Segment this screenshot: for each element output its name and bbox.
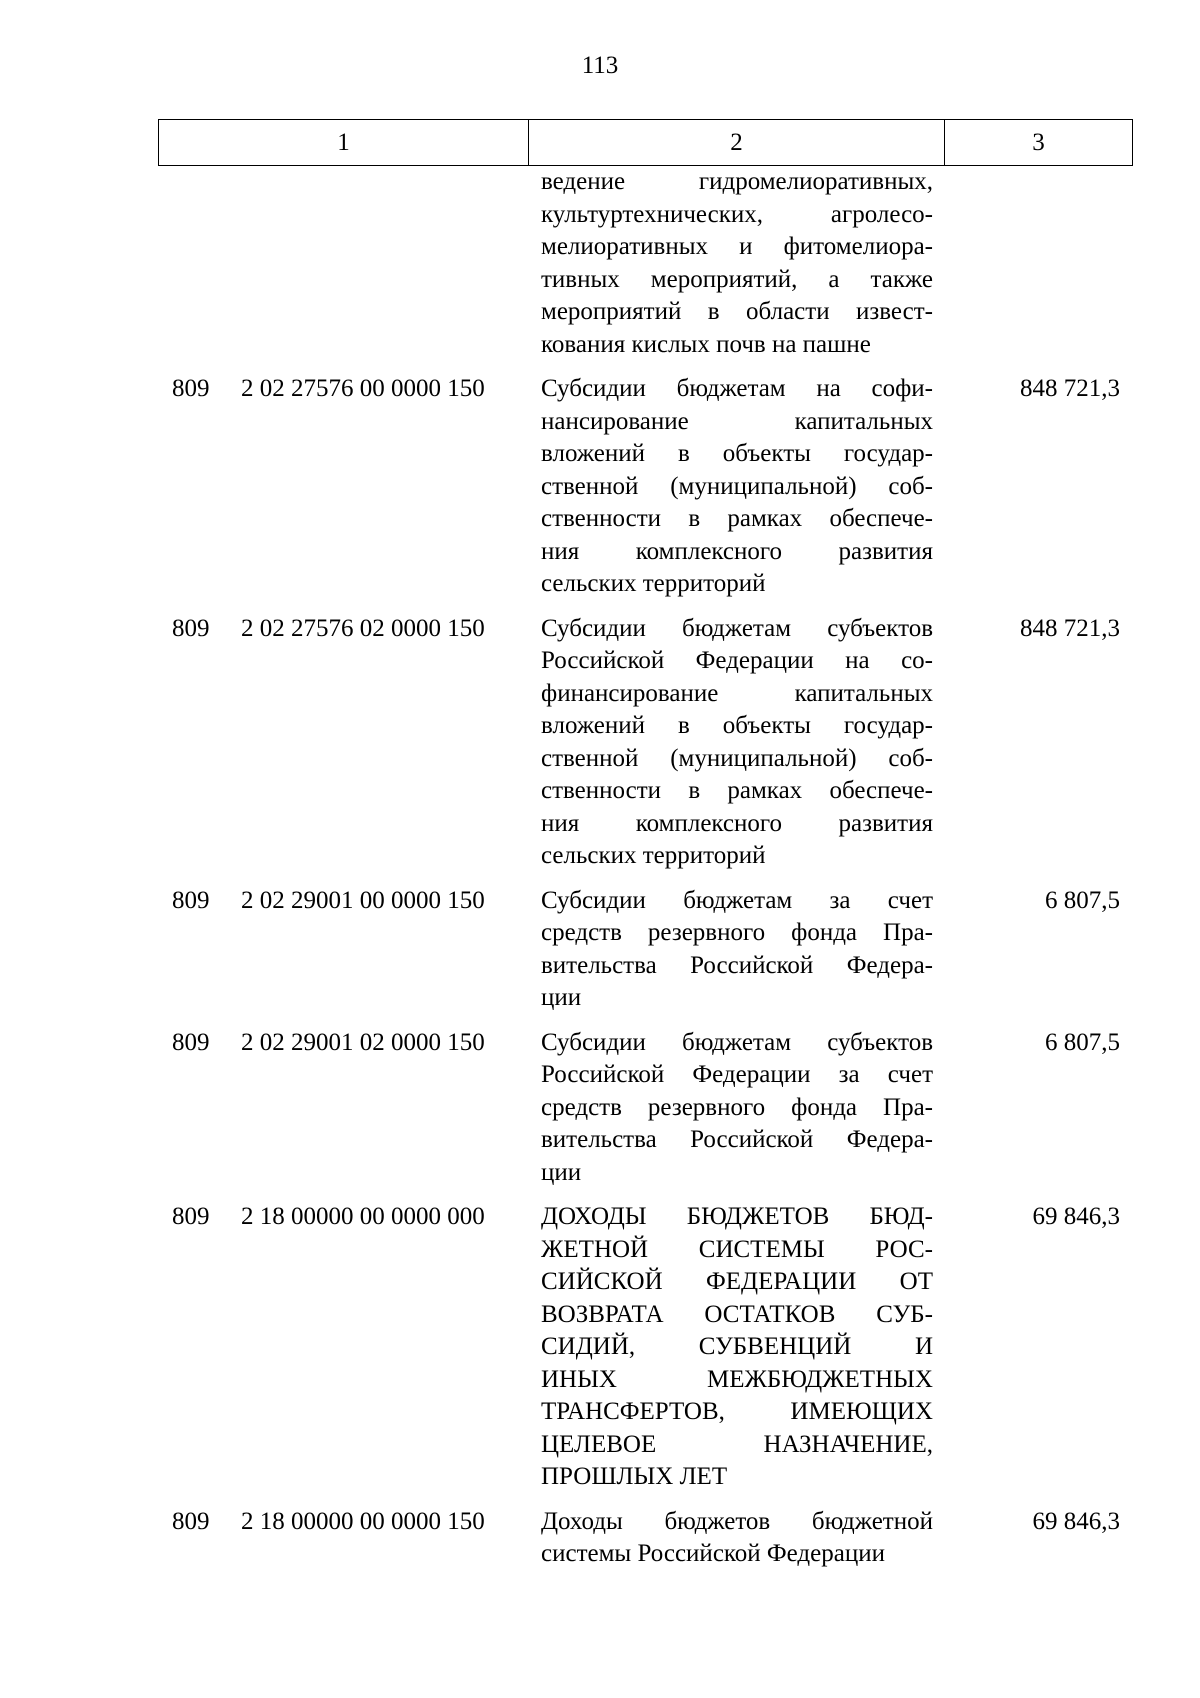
description-line: системы Российской Федерации — [541, 1540, 885, 1567]
budget-classification-code: 2 02 29001 02 0000 150 — [241, 1028, 485, 1056]
budget-classification-code: 2 18 00000 00 0000 150 — [241, 1507, 485, 1535]
budget-classification-code: 2 02 27576 02 0000 150 — [241, 614, 485, 642]
description-line: ТРАНСФЕРТОВ, ИМЕЮЩИХ — [541, 1398, 933, 1425]
description-line: СИДИЙ, СУБВЕНЦИЙ И — [541, 1333, 933, 1360]
table-header — [158, 119, 1133, 166]
table-row — [0, 373, 1200, 601]
description-line: ведение гидромелиоративных, — [541, 168, 933, 195]
description-line: Российской Федерации за счет — [541, 1061, 933, 1088]
amount: 848 721,3 — [1020, 375, 1120, 402]
description-line: Доходы бюджетов бюджетной — [541, 1507, 933, 1535]
description-line: мероприятий в области извест- — [541, 298, 933, 325]
description-line: кования кислых почв на пашне — [541, 330, 871, 358]
description-line: Субсидии бюджетам субъектов — [541, 1028, 933, 1056]
header-col-1: 1 — [159, 120, 529, 166]
admin-code: 809 — [172, 1507, 210, 1535]
description-line: ственной (муниципальной) соб- — [541, 472, 933, 500]
description-line: ИНЫХ МЕЖБЮДЖЕТНЫХ — [541, 1365, 933, 1393]
revenue-description — [541, 1027, 933, 1190]
budget-classification-code: 2 18 00000 00 0000 000 — [241, 1203, 485, 1230]
page-number: 113 — [581, 52, 619, 79]
description-line: Субсидии бюджетам субъектов — [541, 614, 933, 642]
description-line: Российской Федерации на со- — [541, 647, 933, 674]
amount: 69 846,3 — [1032, 1507, 1120, 1535]
description-line: ВОЗВРАТА ОСТАТКОВ СУБ- — [541, 1300, 933, 1328]
header-col-3: 3 — [945, 120, 1133, 166]
description-line: ДОХОДЫ БЮДЖЕТОВ БЮД- — [541, 1203, 933, 1230]
description-line: ственности в рамках обеспече- — [541, 777, 933, 804]
table-row — [0, 1506, 1200, 1571]
description-line: вительства Российской Федера- — [541, 1126, 933, 1153]
description-line: Субсидии бюджетам за счет — [541, 886, 933, 914]
description-line: Субсидии бюджетам на софи- — [541, 375, 933, 402]
revenue-description — [541, 373, 933, 601]
admin-code: 809 — [172, 1028, 210, 1056]
description-line: ния комплексного развития — [541, 537, 933, 565]
table-row — [0, 1201, 1200, 1494]
budget-classification-code: 2 02 29001 00 0000 150 — [241, 886, 485, 914]
description-line: ции — [541, 984, 582, 1011]
description-line: культуртехнических, агролесо- — [541, 200, 933, 228]
revenue-description — [541, 1201, 933, 1494]
table-row — [0, 885, 1200, 1015]
table-row — [0, 613, 1200, 873]
amount: 848 721,3 — [1020, 614, 1120, 642]
description-line: сельских территорий — [541, 842, 766, 869]
description-line: мелиоративных и фитомелиора- — [541, 233, 933, 260]
admin-code: 809 — [172, 1203, 210, 1230]
description-line: тивных мероприятий, а также — [541, 265, 933, 293]
admin-code: 809 — [172, 375, 210, 402]
admin-code: 809 — [172, 886, 210, 914]
description-line: средств резервного фонда Пра- — [541, 1093, 933, 1121]
description-line: ственности в рамках обеспече- — [541, 505, 933, 532]
amount: 69 846,3 — [1032, 1203, 1120, 1230]
description-line: вложений в объекты государ- — [541, 712, 933, 739]
table-row — [0, 166, 1200, 361]
description-line: сельских территорий — [541, 570, 766, 597]
description-line: вложений в объекты государ- — [541, 440, 933, 467]
description-line: СИЙСКОЙ ФЕДЕРАЦИИ ОТ — [541, 1268, 933, 1295]
admin-code: 809 — [172, 614, 210, 642]
description-line: нансирование капитальных — [541, 407, 933, 435]
description-line: финансирование капитальных — [541, 679, 933, 707]
description-line: ции — [541, 1158, 582, 1186]
revenue-description — [541, 885, 933, 1015]
revenue-description — [541, 166, 933, 361]
description-line: средств резервного фонда Пра- — [541, 919, 933, 946]
description-line: вительства Российской Федера- — [541, 951, 933, 979]
table-row — [0, 1027, 1200, 1190]
revenue-description — [541, 1506, 933, 1571]
description-line: ния комплексного развития — [541, 809, 933, 837]
revenue-description — [541, 613, 933, 873]
amount: 6 807,5 — [1045, 1028, 1120, 1056]
budget-classification-code: 2 02 27576 00 0000 150 — [241, 375, 485, 402]
description-line: ЦЕЛЕВОЕ НАЗНАЧЕНИЕ, — [541, 1430, 933, 1458]
description-line: ственной (муниципальной) соб- — [541, 744, 933, 772]
table-body — [0, 166, 1200, 1571]
amount: 6 807,5 — [1045, 886, 1120, 914]
header-col-2: 2 — [529, 120, 945, 166]
description-line: ЖЕТНОЙ СИСТЕМЫ РОС- — [541, 1235, 933, 1263]
description-line: ПРОШЛЫХ ЛЕТ — [541, 1463, 728, 1490]
